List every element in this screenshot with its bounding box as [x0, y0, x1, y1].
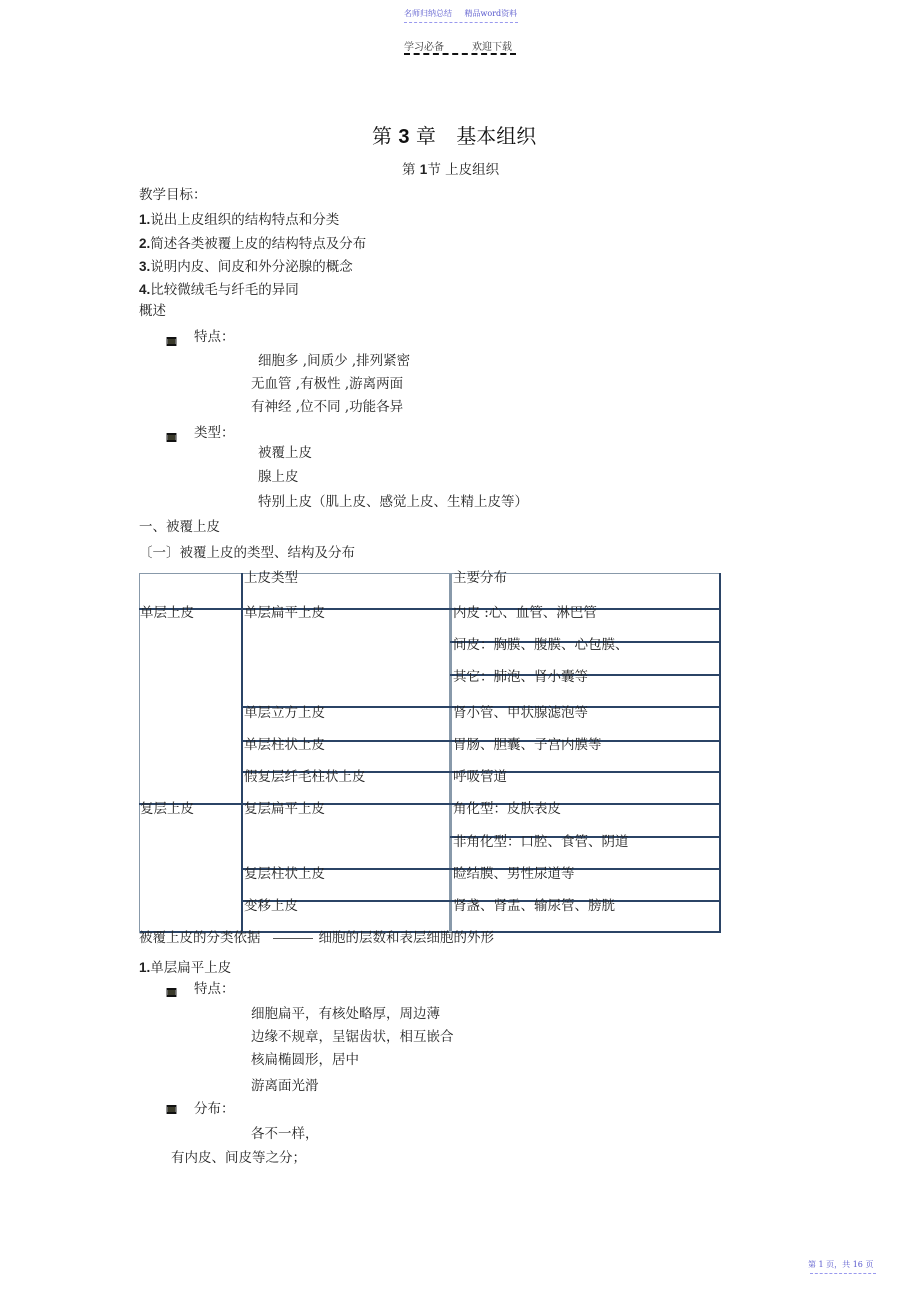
watermark-header [404, 8, 527, 19]
features-label: 特点： [194, 981, 235, 997]
subsection-num: 1. [139, 960, 151, 975]
table-header-distribution: 主要分布 [453, 570, 507, 586]
chapter-title [372, 120, 536, 149]
objective-item [139, 278, 299, 298]
table-cell-dist: 间皮：胸膜、腹膜、心包膜、 [453, 637, 629, 653]
section-name: 上皮组织 [445, 162, 500, 178]
type-line: 腺上皮 [258, 469, 299, 485]
objective-num: 2. [139, 236, 151, 251]
feature-line: 边缘不规章，呈锯齿状，相互嵌合 [251, 1029, 454, 1045]
basis-text: 细胞的层数和表层细胞的外形 [318, 930, 494, 946]
table-cell-type: 复层柱状上皮 [244, 866, 325, 882]
table-cell-group: 单层上皮 [140, 605, 194, 621]
section-title [402, 158, 499, 178]
row-line [139, 608, 720, 610]
feature-line: 细胞扁平，有核处略厚，周边薄 [251, 1006, 440, 1022]
table-cell-dist: 肾盏、肾盂、输尿管、膀胱 [453, 898, 615, 914]
type-line: 特别上皮（肌上皮、感觉上皮、生精上皮等） [258, 494, 528, 510]
types-label: 类型： [194, 425, 235, 441]
sub-header-right: 欢迎下载 [472, 42, 512, 53]
section-suffix: 节 [427, 162, 441, 178]
objective-item [139, 255, 353, 275]
objectives-heading: 教学目标： [139, 187, 207, 203]
distribution-line: 各不一样， [251, 1126, 319, 1142]
distribution-line: 有内皮、间皮等之分； [171, 1150, 306, 1166]
basis-label: 被覆上皮的分类依据 [139, 930, 261, 946]
distribution-label: 分布： [194, 1101, 235, 1117]
table-border-top [139, 573, 720, 574]
row-line [139, 803, 720, 805]
table-cell-dist: 睑结膜、男性尿道等 [453, 866, 575, 882]
page-indicator: 第 1 页，共 16 页 [808, 1260, 874, 1269]
sub-header [404, 38, 512, 53]
classification-basis [139, 926, 494, 946]
table-divider-col2 [449, 573, 452, 933]
table-cell-dist: 呼吸管道 [453, 769, 507, 785]
overview-heading: 概述 [139, 303, 166, 319]
objective-num: 3. [139, 259, 151, 274]
table-border-left [139, 573, 140, 933]
table-cell-type: 复层扁平上皮 [244, 801, 325, 817]
objective-text: 说明内皮、间皮和外分泌腺的概念 [150, 259, 353, 275]
table-cell-dist: 其它：肺泡、肾小囊等 [453, 669, 588, 685]
feature-line: 无血管 ,有极性 ,游离两面 [251, 376, 404, 392]
objective-text: 比较微绒毛与纤毛的异同 [150, 282, 299, 298]
feature-line: 有神经 ,位不同 ,功能各异 [251, 399, 404, 415]
chapter-prefix: 第 [372, 124, 392, 148]
part-subheading: 〔一〕被覆上皮的类型、结构及分布 [139, 545, 355, 561]
watermark-left: 名师归纳总结 [404, 9, 452, 18]
footer-dash-divider [810, 1273, 876, 1274]
square-bullet-icon [167, 337, 176, 346]
table-cell-dist: 角化型：皮肤表皮 [453, 801, 561, 817]
table-cell-dist: 非角化型：口腔、食管、阴道 [453, 834, 629, 850]
table-cell-type: 单层柱状上皮 [244, 737, 325, 753]
table-cell-group: 复层上皮 [140, 801, 194, 817]
sub-header-left: 学习必备 [404, 42, 444, 53]
table-cell-dist: 内皮 :心、血管、淋巴管 [453, 605, 597, 621]
table-cell-dist: 胃肠、胆囊、子宫内膜等 [453, 737, 602, 753]
table-divider-col1 [241, 573, 243, 933]
table-cell-type: 变移上皮 [244, 898, 298, 914]
table-cell-type: 假复层纤毛柱状上皮 [244, 769, 366, 785]
square-bullet-icon [167, 433, 176, 442]
section-number: 1 [419, 162, 428, 177]
square-bullet-icon [167, 988, 176, 997]
table-cell-type: 单层立方上皮 [244, 705, 325, 721]
subsection-heading [139, 956, 231, 976]
chapter-name: 基本组织 [456, 124, 537, 148]
objective-num: 4. [139, 282, 151, 297]
objective-text: 说出上皮组织的结构特点和分类 [150, 212, 340, 228]
subsection-title: 单层扁平上皮 [150, 960, 232, 976]
objective-item [139, 208, 339, 228]
features-label: 特点： [194, 329, 235, 345]
section-prefix: 第 [402, 162, 416, 178]
objective-text: 简述各类被覆上皮的结构特点及分布 [150, 236, 367, 252]
table-border-right [719, 573, 721, 933]
objective-num: 1. [139, 212, 151, 227]
chapter-suffix: 章 [415, 124, 436, 148]
chapter-number: 3 [398, 126, 410, 148]
square-bullet-icon [167, 1105, 176, 1114]
header-dash-divider [404, 22, 518, 23]
feature-line: 细胞多 ,间质少 ,排列紧密 [258, 353, 411, 369]
table-header-type: 上皮类型 [244, 570, 298, 586]
table-cell-dist: 肾小管、甲状腺滤泡等 [453, 705, 588, 721]
sub-header-dash-divider [404, 53, 516, 55]
basis-dash [273, 938, 313, 939]
part-heading: 一、被覆上皮 [139, 519, 220, 535]
feature-line: 核扁椭圆形，居中 [251, 1052, 359, 1068]
watermark-right: 精品word资料 [464, 9, 518, 18]
objective-item [139, 232, 366, 252]
feature-line: 游离面光滑 [251, 1078, 319, 1094]
table-cell-type: 单层扁平上皮 [244, 605, 325, 621]
type-line: 被覆上皮 [258, 445, 312, 461]
